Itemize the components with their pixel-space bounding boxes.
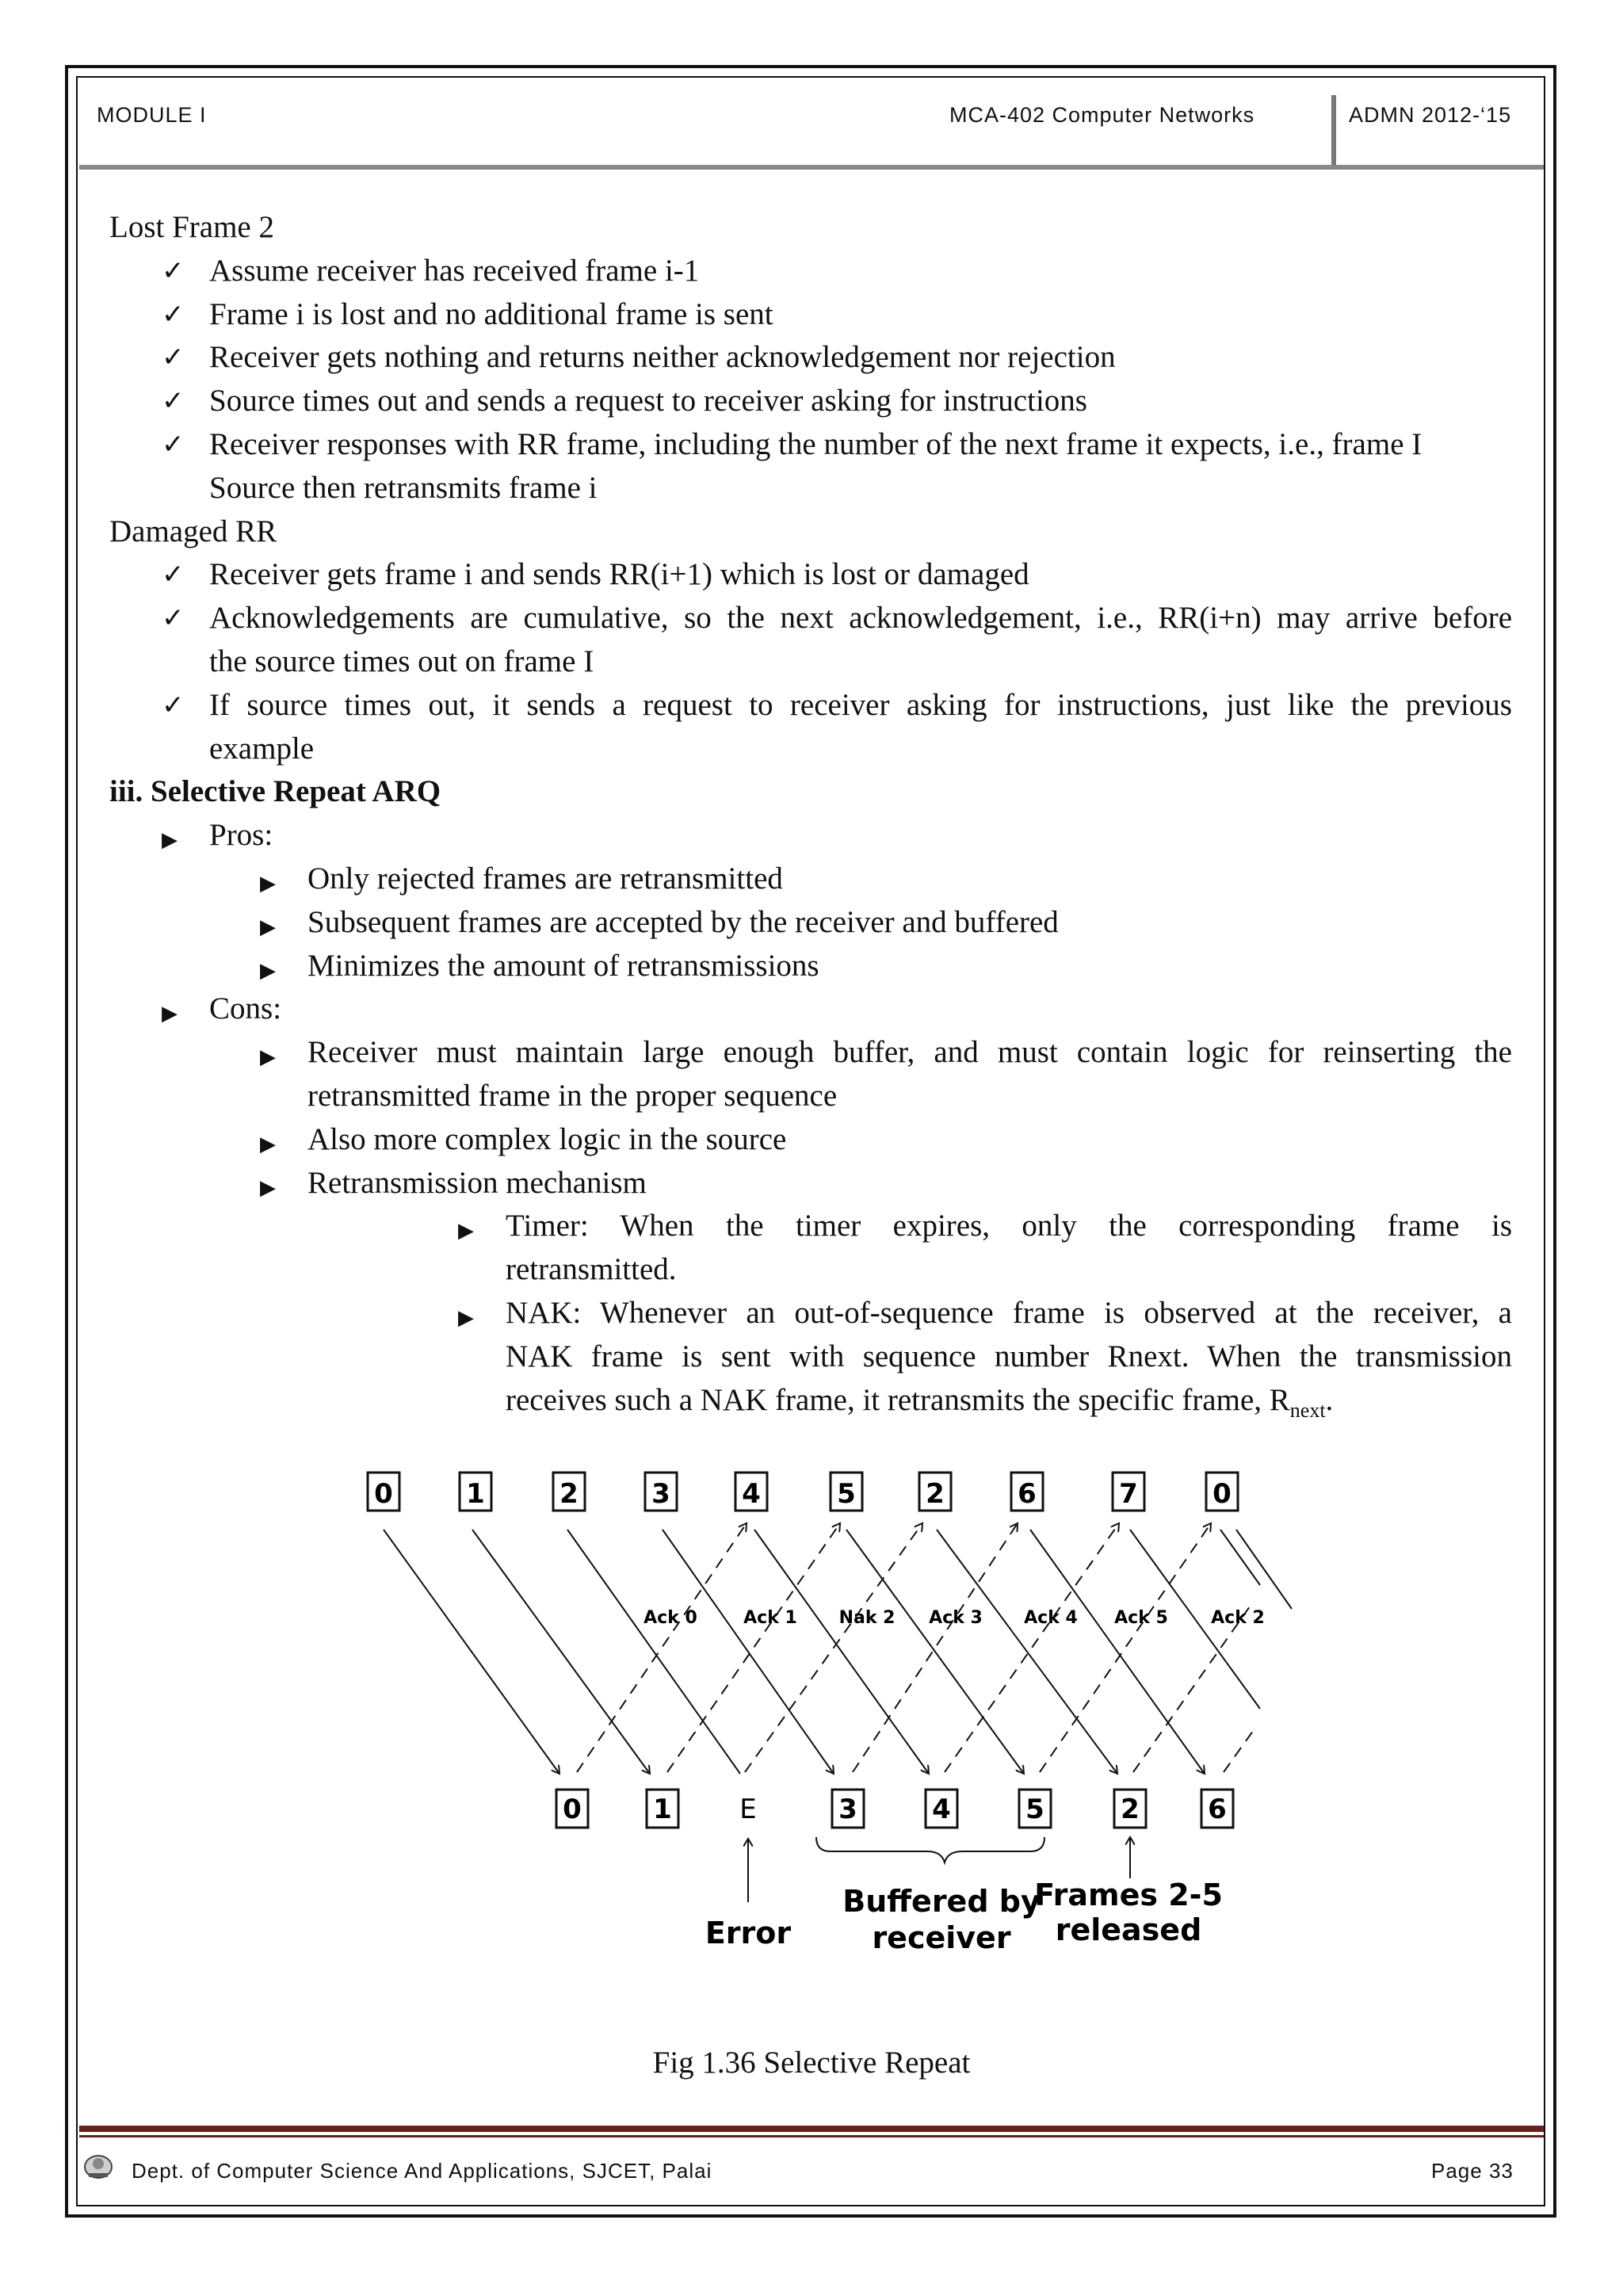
ack-label: Ack 1 [743, 1608, 797, 1628]
data-frame-arrow [567, 1530, 740, 1774]
sent-frames-row [368, 1473, 1238, 1511]
list-item: ✓ Receiver gets frame i and sends RR(i+1) which is lost or damaged [109, 553, 1512, 597]
ack-arrow [667, 1523, 840, 1772]
data-frame-arrow [472, 1530, 650, 1774]
ack-labels [643, 1608, 1265, 1628]
pros-label: ▶ Pros: [109, 814, 1512, 858]
data-frame-arrow [754, 1530, 929, 1774]
triangle-bullet-icon: ▶ [458, 1305, 474, 1330]
list-item: ▶ Receiver must maintain large enough buffer, and must contain logic for reinserting the [109, 1031, 1512, 1075]
list-item: ▶ Subsequent frames are accepted by the receiver and buffered [109, 901, 1512, 945]
error-label: Error [705, 1916, 792, 1950]
footer-page-number: Page 33 [1431, 2159, 1514, 2183]
list-item: ✓ Source times out and sends a request to receiver asking for instructions [109, 380, 1512, 423]
check-icon: ✓ [162, 342, 185, 374]
data-frame-arrow [937, 1530, 1117, 1774]
received-frame-label: 4 [932, 1794, 951, 1825]
triangle-bullet-icon: ▶ [458, 1219, 474, 1244]
ack-label: Ack 5 [1114, 1608, 1168, 1628]
received-frame-label: 0 [563, 1794, 582, 1825]
check-icon: ✓ [162, 428, 185, 460]
check-icon: ✓ [162, 385, 185, 418]
list-item: ✓ If source times out, it sends a request to receiver asking for instructions, just like the previous [109, 684, 1512, 728]
data-frame-arrow [1220, 1530, 1260, 1585]
ack-label: Ack 4 [1024, 1608, 1078, 1628]
received-frame-label: 6 [1208, 1794, 1227, 1825]
list-item: ▶ Also more complex logic in the source [109, 1118, 1512, 1162]
header-module: MODULE I [97, 103, 207, 127]
college-logo-icon [82, 2149, 114, 2181]
ack-arrow [853, 1523, 1018, 1772]
ack-label: Ack 3 [929, 1608, 983, 1628]
triangle-bullet-icon: ▶ [260, 1175, 276, 1200]
ack-arrow [745, 1523, 922, 1772]
triangle-bullet-icon: ▶ [260, 1132, 276, 1156]
list-item: ▶ NAK: Whenever an out-of-sequence frame is observed at the receiver, a [109, 1292, 1512, 1335]
sent-frame-label: 3 [651, 1478, 670, 1510]
list-item: ▶ Only rejected frames are retransmitted [109, 858, 1512, 901]
error-frame-label: E [739, 1794, 757, 1825]
triangle-bullet-icon: ▶ [260, 915, 276, 939]
rnext-subscript: next [1289, 1398, 1326, 1422]
footer-rule [79, 2126, 1544, 2132]
damaged-rr-heading: Damaged RR [109, 514, 277, 548]
sent-frame-label: 4 [742, 1478, 761, 1510]
triangle-bullet-icon: ▶ [162, 1002, 178, 1026]
triangle-bullet-icon: ▶ [162, 828, 178, 853]
header-admn: ADMN 2012-‘15 [1349, 103, 1512, 127]
check-icon: ✓ [162, 602, 185, 635]
check-icon: ✓ [162, 254, 185, 287]
sent-frame-label: 5 [837, 1478, 856, 1510]
list-item-continuation: retransmitted. [506, 1252, 677, 1287]
list-item: ▶ Minimizes the amount of retransmissions [109, 945, 1512, 988]
header-course: MCA-402 Computer Networks [949, 103, 1255, 127]
ack-arrow [1040, 1523, 1211, 1772]
triangle-bullet-icon: ▶ [260, 871, 276, 896]
ack-label: Ack 0 [643, 1608, 697, 1628]
buffered-brace [816, 1837, 1044, 1862]
ack-arrow [577, 1523, 747, 1772]
list-item: ✓ Receiver gets nothing and returns neither acknowledgement nor rejection [109, 336, 1512, 380]
list-item-continuation: NAK frame is sent with sequence number Rnext. When the transmission [506, 1339, 1512, 1373]
ack-label: Ack 2 [1211, 1608, 1265, 1628]
selective-repeat-heading: iii. Selective Repeat ARQ [109, 774, 441, 809]
ack-arrow [945, 1523, 1119, 1772]
check-icon: ✓ [162, 559, 185, 591]
data-frame-arrows [384, 1530, 1292, 1774]
list-item-continuation: Source then retransmits frame i [209, 470, 598, 505]
sent-frame-label: 2 [559, 1478, 579, 1510]
released-label-1: Frames 2-5 [1034, 1878, 1223, 1912]
check-icon: ✓ [162, 298, 185, 330]
list-item: ▶ Retransmission mechanism [109, 1162, 1512, 1205]
list-item: ▶ Timer: When the timer expires, only the corresponding frame is [109, 1205, 1512, 1248]
buffered-label-1: Buffered by [842, 1884, 1041, 1919]
data-frame-arrow [1236, 1530, 1292, 1609]
triangle-bullet-icon: ▶ [260, 958, 276, 983]
data-frame-arrow [846, 1530, 1024, 1774]
sent-frame-label: 7 [1119, 1478, 1138, 1510]
list-item-continuation: retransmitted frame in the proper sequence [307, 1078, 838, 1113]
sent-frame-label: 0 [1212, 1478, 1232, 1510]
data-frame-arrow [1030, 1530, 1205, 1774]
triangle-bullet-icon: ▶ [260, 1045, 276, 1070]
figure-caption: Fig 1.36 Selective Repeat [652, 2046, 971, 2080]
ack-arrow [1224, 1728, 1255, 1772]
ack-label: Nak 2 [838, 1608, 896, 1628]
list-item-continuation: the source times out on frame I [209, 644, 594, 678]
received-frames-row [556, 1790, 1233, 1828]
list-item: ✓ Assume receiver has received frame i-1 [109, 250, 1512, 293]
list-item: ✓ Receiver responses with RR frame, including the number of the next frame it expects, i.e., frame I [109, 423, 1512, 467]
list-item: ✓ Frame i is lost and no additional frame is sent [109, 293, 1512, 337]
sent-frame-label: 0 [374, 1478, 393, 1510]
received-frame-label: 5 [1025, 1794, 1044, 1825]
received-frame-label: 3 [838, 1794, 857, 1825]
data-frame-arrow [663, 1530, 834, 1774]
cons-label: ▶ Cons: [109, 988, 1512, 1031]
list-item-continuation: example [209, 731, 315, 766]
list-item: ✓ Acknowledgements are cumulative, so the next acknowledgement, i.e., RR(i+n) may arrive before [109, 597, 1512, 640]
received-frame-label: 1 [653, 1794, 672, 1825]
lost-frame-heading: Lost Frame 2 [109, 210, 274, 244]
received-frame-label: 2 [1121, 1794, 1140, 1825]
sent-frame-label: 2 [926, 1478, 945, 1510]
sent-frame-label: 6 [1018, 1478, 1037, 1510]
check-icon: ✓ [162, 689, 185, 721]
buffered-label-2: receiver [872, 1920, 1011, 1955]
footer-rule-thin [79, 2135, 1544, 2137]
data-frame-arrow [384, 1530, 559, 1774]
released-label-2: released [1055, 1912, 1202, 1947]
list-item-continuation: receives such a NAK frame, it retransmits the specific frame, $R_{next}$. [506, 1382, 1334, 1422]
sent-frame-label: 1 [466, 1478, 485, 1510]
footer-department: Dept. of Computer Science And Applications, SJCET, Palai [132, 2159, 712, 2183]
